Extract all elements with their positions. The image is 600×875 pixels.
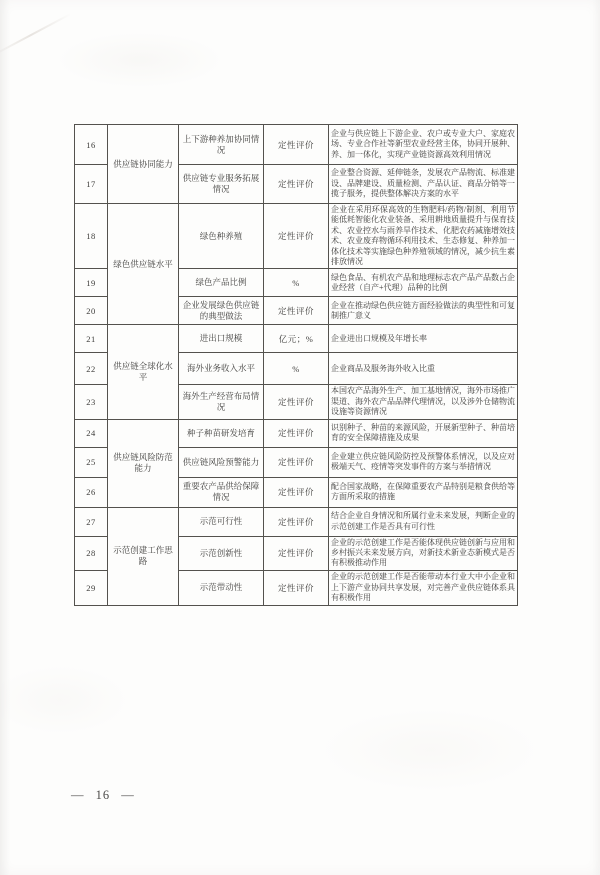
row-number: 29 <box>75 570 108 605</box>
description-cell: 配合国家战略，在保障重要农产品特别是粮食供给等方面所采取的措施 <box>329 477 518 507</box>
row-number: 18 <box>75 204 108 269</box>
measure-cell: 定性评价 <box>264 477 329 507</box>
category-cell: 示范创建工作思路 <box>108 507 179 605</box>
indicator-cell: 供应链风险预警能力 <box>179 447 264 477</box>
description-cell: 识别种子、种苗的来源风险，开展新型种子、种苗培育的安全保障措施及成果 <box>329 419 518 447</box>
measure-cell: 定性评价 <box>264 297 329 325</box>
table-row <box>75 125 518 165</box>
indicator-cell: 海外业务收入水平 <box>179 353 264 385</box>
row-number: 17 <box>75 165 108 204</box>
description-cell: 企业在采用环保高效的生物肥料/药物/制剂、利用节能低耗智能化农业装备、采用耕地质量提升与保育技术、农业控水与雨养旱作技术、化肥农药减施增效技术、农业废弃物循环利用技术、生态修复、种养加一体化技术等实施绿色种养殖领域的情况，减少抗生素排放情况 <box>329 204 518 269</box>
measure-cell: 定性评价 <box>264 125 329 165</box>
measure-cell: 亿元；% <box>264 325 329 353</box>
description-cell: 结合企业自身情况和所属行业未来发展，判断企业的示范创建工作是否具有可行性 <box>329 507 518 536</box>
measure-cell: 定性评价 <box>264 385 329 419</box>
evaluation-indicator-table <box>74 124 518 606</box>
description-cell: 企业的示范创建工作是否能体现供应链创新与应用和乡村振兴未来发展方向，对新技术新业态新模式是否有积极推动作用 <box>329 536 518 570</box>
row-number: 25 <box>75 447 108 477</box>
indicator-cell: 示范可行性 <box>179 507 264 536</box>
row-number: 21 <box>75 325 108 353</box>
measure-cell: 定性评价 <box>264 570 329 605</box>
measure-cell: 定性评价 <box>264 204 329 269</box>
measure-cell: % <box>264 269 329 297</box>
description-cell: 企业整合资源、延伸链条，发展农产品物流、标准建设、品牌建设、质量检测、产品认证、商品分销等一揽子服务，提供整体解决方案的水平 <box>329 165 518 204</box>
category-cell: 供应链协同能力 <box>108 125 179 204</box>
measure-cell: % <box>264 353 329 385</box>
row-number: 23 <box>75 385 108 419</box>
description-cell: 企业在推动绿色供应链方面经验做法的典型性和可复制推广意义 <box>329 297 518 325</box>
indicator-cell: 示范带动性 <box>179 570 264 605</box>
indicator-cell: 供应链专业服务拓展情况 <box>179 165 264 204</box>
category-cell: 供应链全球化水平 <box>108 325 179 419</box>
indicator-cell: 企业发展绿色供应链的典型做法 <box>179 297 264 325</box>
indicator-cell: 绿色产品比例 <box>179 269 264 297</box>
table-row <box>75 419 518 447</box>
measure-cell: 定性评价 <box>264 507 329 536</box>
row-number: 16 <box>75 125 108 165</box>
indicator-cell: 绿色种养殖 <box>179 204 264 269</box>
row-number: 28 <box>75 536 108 570</box>
measure-cell: 定性评价 <box>264 165 329 204</box>
table-row <box>75 507 518 536</box>
row-number: 26 <box>75 477 108 507</box>
indicator-cell: 示范创新性 <box>179 536 264 570</box>
description-cell: 企业的示范创建工作是否能带动本行业大中小企业和上下游产业协同共享发展，对完善产业供应链体系具有积极作用 <box>329 570 518 605</box>
row-number: 19 <box>75 269 108 297</box>
row-number: 20 <box>75 297 108 325</box>
category-cell: 绿色供应链水平 <box>108 204 179 325</box>
description-cell: 企业建立供应链风险防控及预警体系情况，以及应对极端天气、疫情等突发事件的方案与举措情况 <box>329 447 518 477</box>
page-number: — 16 — <box>71 788 135 802</box>
row-number: 27 <box>75 507 108 536</box>
indicator-cell: 种子种苗研发培育 <box>179 419 264 447</box>
indicator-cell: 上下游种养加协同情况 <box>179 125 264 165</box>
description-cell: 企业商品及服务海外收入比重 <box>329 353 518 385</box>
description-cell: 本国农产品海外生产、加工基地情况，海外市场推广渠道、海外农产品品牌代理情况，以及涉外仓储物流设施等资源情况 <box>329 385 518 419</box>
table-row <box>75 204 518 269</box>
scan-artifact <box>0 13 71 57</box>
description-cell: 企业进出口规模及年增长率 <box>329 325 518 353</box>
indicator-cell: 进出口规模 <box>179 325 264 353</box>
row-number: 22 <box>75 353 108 385</box>
indicator-cell: 重要农产品供给保障情况 <box>179 477 264 507</box>
measure-cell: 定性评价 <box>264 447 329 477</box>
description-cell: 企业与供应链上下游企业、农户或专业大户、家庭农场、专业合作社等新型农业经营主体，协同开展种、养、加一体化，实现产业链资源高效利用情况 <box>329 125 518 165</box>
measure-cell: 定性评价 <box>264 536 329 570</box>
table-row <box>75 325 518 353</box>
measure-cell: 定性评价 <box>264 419 329 447</box>
description-cell: 绿色食品、有机农产品和地理标志农产品产品数占企业经营（自产+代理）品种的比例 <box>329 269 518 297</box>
row-number: 24 <box>75 419 108 447</box>
category-cell: 供应链风险防范能力 <box>108 419 179 507</box>
indicator-cell: 海外生产经营布局情况 <box>179 385 264 419</box>
